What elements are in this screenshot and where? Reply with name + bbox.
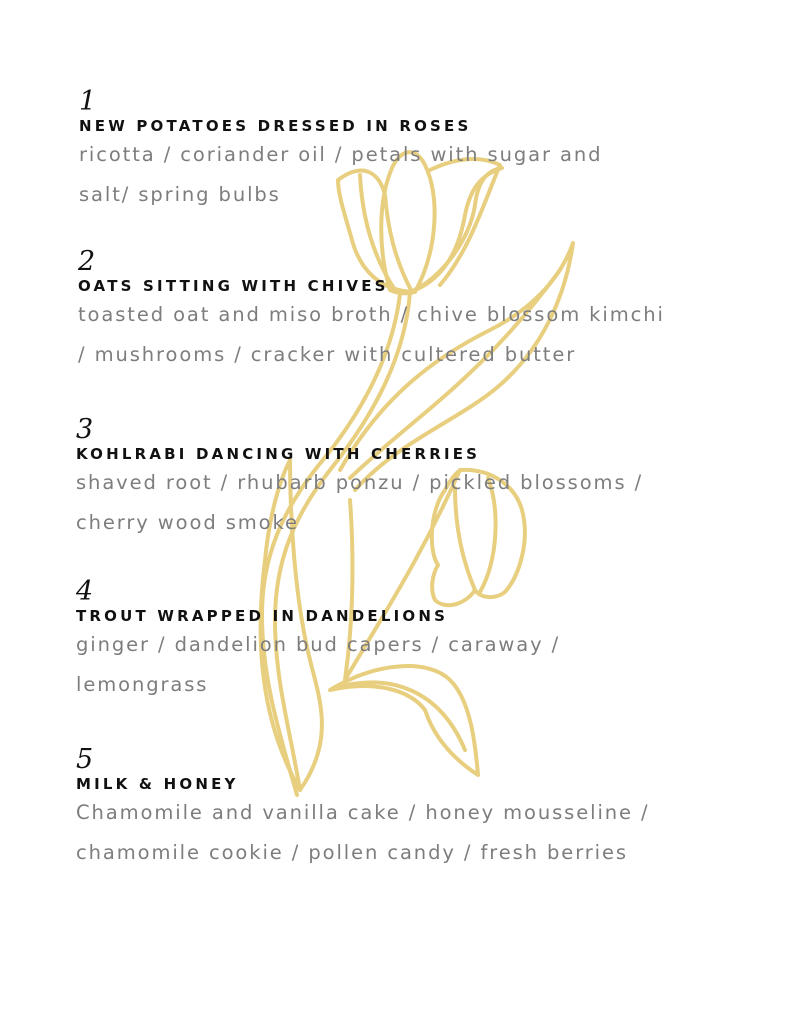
course-title: OATS SITTING WITH CHIVES: [78, 277, 389, 295]
course-number: 3: [76, 414, 94, 445]
course-2: [78, 247, 665, 375]
course-title: NEW POTATOES DRESSED IN ROSES: [79, 117, 472, 135]
course-description-line: shaved root / rhubarb ponzu / pickled blossoms /: [76, 471, 644, 494]
course-description-line: lemongrass: [76, 673, 209, 696]
course-description-line: cherry wood smoke: [76, 511, 299, 534]
course-number: 2: [78, 246, 96, 277]
course-title: TROUT WRAPPED IN DANDELIONS: [76, 607, 449, 625]
course-description-line: toasted oat and miso broth / chive blossom kimchi: [78, 303, 665, 326]
course-1: [79, 87, 602, 215]
course-description-line: ricotta / coriander oil / petals with sugar and: [79, 143, 603, 166]
course-description-line: ginger / dandelion bud capers / caraway /: [76, 633, 561, 656]
course-5: [76, 745, 650, 873]
course-number: 4: [76, 576, 94, 607]
course-description-line: / mushrooms / cracker with cultered butter: [78, 343, 577, 366]
course-description-line: chamomile cookie / pollen candy / fresh berries: [76, 841, 628, 864]
course-3: [76, 415, 643, 543]
course-title: KOHLRABI DANCING WITH CHERRIES: [76, 445, 481, 463]
course-number: 5: [76, 744, 94, 775]
course-number: 1: [79, 86, 97, 117]
course-description-line: salt/ spring bulbs: [79, 183, 281, 206]
course-description-line: Chamomile and vanilla cake / honey mousseline /: [76, 801, 650, 824]
course-4: [76, 577, 560, 705]
course-title: MILK & HONEY: [76, 775, 239, 793]
